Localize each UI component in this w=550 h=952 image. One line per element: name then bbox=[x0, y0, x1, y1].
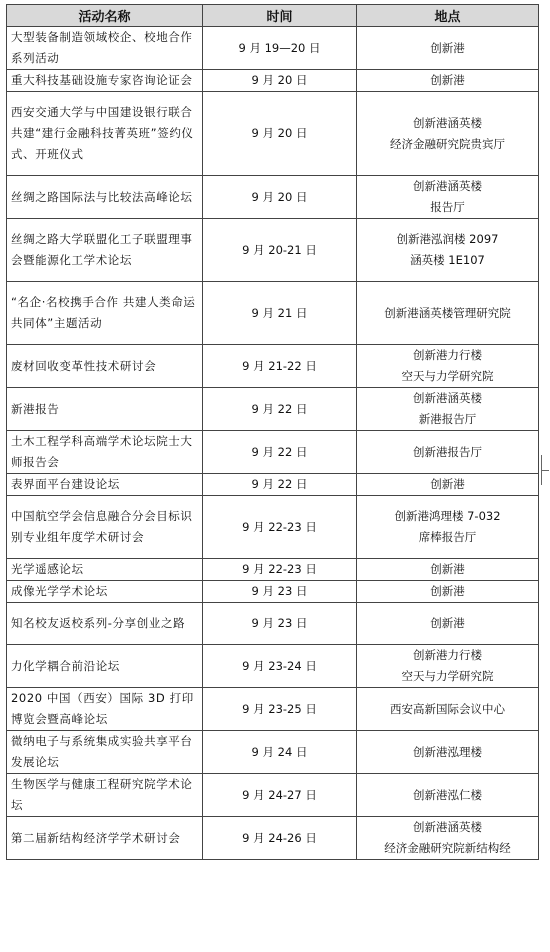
location-line: 西安高新国际会议中心 bbox=[390, 701, 505, 716]
location-line: 创新港 bbox=[430, 616, 465, 630]
location-line: 创新港涵英楼 bbox=[413, 115, 482, 130]
activity-name: 知名校友返校系列-分享创业之路 bbox=[7, 603, 203, 645]
header-row bbox=[7, 5, 539, 27]
location-line: 创新港 bbox=[430, 73, 465, 87]
location-line: 创新港 bbox=[430, 562, 465, 576]
location-line: 经济金融研究院新结构经 bbox=[384, 841, 511, 855]
location-line: 涵英楼 1E107 bbox=[410, 253, 485, 267]
activity-location bbox=[357, 388, 539, 431]
activity-time: 9 月 23 日 bbox=[203, 581, 357, 603]
activity-location bbox=[357, 688, 539, 731]
activity-time: 9 月 22-23 日 bbox=[203, 559, 357, 581]
activity-time: 9 月 23-24 日 bbox=[203, 645, 357, 688]
table-row bbox=[7, 645, 539, 688]
activity-name: “名企·名校携手合作 共建人类命运共同体”主题活动 bbox=[7, 282, 203, 345]
activity-time: 9 月 21-22 日 bbox=[203, 345, 357, 388]
activity-name: 丝绸之路大学联盟化工子联盟理事会暨能源化工学术论坛 bbox=[7, 219, 203, 282]
activity-name: 新港报告 bbox=[7, 388, 203, 431]
location-line: 创新港涵英楼 bbox=[413, 820, 482, 834]
table-row bbox=[7, 176, 539, 219]
activity-time: 9 月 20 日 bbox=[203, 176, 357, 219]
table-row bbox=[7, 688, 539, 731]
activity-name: 西安交通大学与中国建设银行联合共建“建行金融科技菁英班”签约仪式、开班仪式 bbox=[7, 92, 203, 176]
activity-location bbox=[357, 731, 539, 774]
activity-location bbox=[357, 581, 539, 603]
activity-name: 大型装备制造领域校企、校地合作系列活动 bbox=[7, 27, 203, 70]
activity-location bbox=[357, 70, 539, 92]
activity-location bbox=[357, 559, 539, 581]
location-line: 创新港泓仁楼 bbox=[413, 787, 482, 802]
location-line: 创新港涵英楼 bbox=[413, 179, 482, 193]
table-row bbox=[7, 70, 539, 92]
location-line: 创新港涵英楼管理研究院 bbox=[384, 305, 511, 320]
activity-location bbox=[357, 496, 539, 559]
header-name: 活动名称 bbox=[7, 5, 203, 27]
location-line: 创新港报告厅 bbox=[413, 444, 482, 459]
activity-location bbox=[357, 282, 539, 345]
location-line: 经济金融研究院贵宾厅 bbox=[390, 136, 505, 151]
activity-time: 9 月 19—20 日 bbox=[203, 27, 357, 70]
header-time: 时间 bbox=[203, 5, 357, 27]
table-row bbox=[7, 774, 539, 817]
activity-location bbox=[357, 92, 539, 176]
schedule-table bbox=[6, 4, 539, 860]
location-line: 创新港鸿理楼 7-032 bbox=[394, 509, 501, 523]
table-row bbox=[7, 282, 539, 345]
activity-name: 第二届新结构经济学学术研讨会 bbox=[7, 817, 203, 860]
activity-name: 微纳电子与系统集成实验共享平台发展论坛 bbox=[7, 731, 203, 774]
activity-name: 光学遥感论坛 bbox=[7, 559, 203, 581]
activity-name: 生物医学与健康工程研究院学术论坛 bbox=[7, 774, 203, 817]
location-line: 创新港 bbox=[430, 477, 465, 491]
activity-name: 中国航空学会信息融合分会目标识别专业组年度学术研讨会 bbox=[7, 496, 203, 559]
activity-location bbox=[357, 817, 539, 860]
activity-time: 9 月 20 日 bbox=[203, 70, 357, 92]
location-line: 新港报告厅 bbox=[418, 412, 477, 426]
location-line: 空天与力学研究院 bbox=[401, 369, 494, 383]
activity-time: 9 月 22 日 bbox=[203, 388, 357, 431]
activity-location bbox=[357, 474, 539, 496]
activity-name: 成像光学学术论坛 bbox=[7, 581, 203, 603]
activity-name: 废材回收变革性技术研讨会 bbox=[7, 345, 203, 388]
table-row bbox=[7, 603, 539, 645]
activity-location bbox=[357, 431, 539, 474]
table-row bbox=[7, 345, 539, 388]
activity-time: 9 月 22-23 日 bbox=[203, 496, 357, 559]
header-location: 地点 bbox=[357, 5, 539, 27]
location-line: 创新港泓润楼 2097 bbox=[396, 232, 499, 246]
activity-location bbox=[357, 27, 539, 70]
edge-marker bbox=[541, 455, 550, 485]
schedule-body bbox=[7, 27, 539, 860]
table-row bbox=[7, 817, 539, 860]
location-line: 创新港涵英楼 bbox=[413, 391, 482, 405]
table-row bbox=[7, 559, 539, 581]
location-line: 创新港 bbox=[430, 584, 465, 598]
activity-time: 9 月 20-21 日 bbox=[203, 219, 357, 282]
location-line: 空天与力学研究院 bbox=[401, 669, 494, 683]
activity-location bbox=[357, 176, 539, 219]
table-row bbox=[7, 496, 539, 559]
activity-name: 重大科技基础设施专家咨询论证会 bbox=[7, 70, 203, 92]
activity-time: 9 月 23 日 bbox=[203, 603, 357, 645]
activity-location bbox=[357, 645, 539, 688]
table-row bbox=[7, 27, 539, 70]
location-line: 创新港泓理楼 bbox=[413, 744, 482, 759]
table-row bbox=[7, 388, 539, 431]
activity-location bbox=[357, 774, 539, 817]
location-line: 创新港力行楼 bbox=[413, 348, 482, 362]
table-row bbox=[7, 219, 539, 282]
activity-time: 9 月 24-27 日 bbox=[203, 774, 357, 817]
table-row bbox=[7, 474, 539, 496]
location-line: 创新港 bbox=[430, 40, 465, 55]
activity-name: 土木工程学科高端学术论坛院士大师报告会 bbox=[7, 431, 203, 474]
activity-time: 9 月 20 日 bbox=[203, 92, 357, 176]
location-line: 创新港力行楼 bbox=[413, 648, 482, 662]
location-line: 席棒报告厅 bbox=[418, 530, 477, 544]
activity-time: 9 月 22 日 bbox=[203, 474, 357, 496]
table-row bbox=[7, 92, 539, 176]
activity-time: 9 月 21 日 bbox=[203, 282, 357, 345]
activity-time: 9 月 22 日 bbox=[203, 431, 357, 474]
activity-time: 9 月 23-25 日 bbox=[203, 688, 357, 731]
activity-name: 丝绸之路国际法与比较法高峰论坛 bbox=[7, 176, 203, 219]
activity-schedule bbox=[6, 4, 539, 860]
activity-time: 9 月 24 日 bbox=[203, 731, 357, 774]
activity-location bbox=[357, 345, 539, 388]
activity-time: 9 月 24-26 日 bbox=[203, 817, 357, 860]
table-row bbox=[7, 731, 539, 774]
table-row bbox=[7, 431, 539, 474]
table-row bbox=[7, 581, 539, 603]
activity-name: 表界面平台建设论坛 bbox=[7, 474, 203, 496]
activity-location bbox=[357, 219, 539, 282]
activity-location bbox=[357, 603, 539, 645]
location-line: 报告厅 bbox=[430, 200, 465, 214]
activity-name: 力化学耦合前沿论坛 bbox=[7, 645, 203, 688]
activity-name: 2020 中国（西安）国际 3D 打印博览会暨高峰论坛 bbox=[7, 688, 203, 731]
